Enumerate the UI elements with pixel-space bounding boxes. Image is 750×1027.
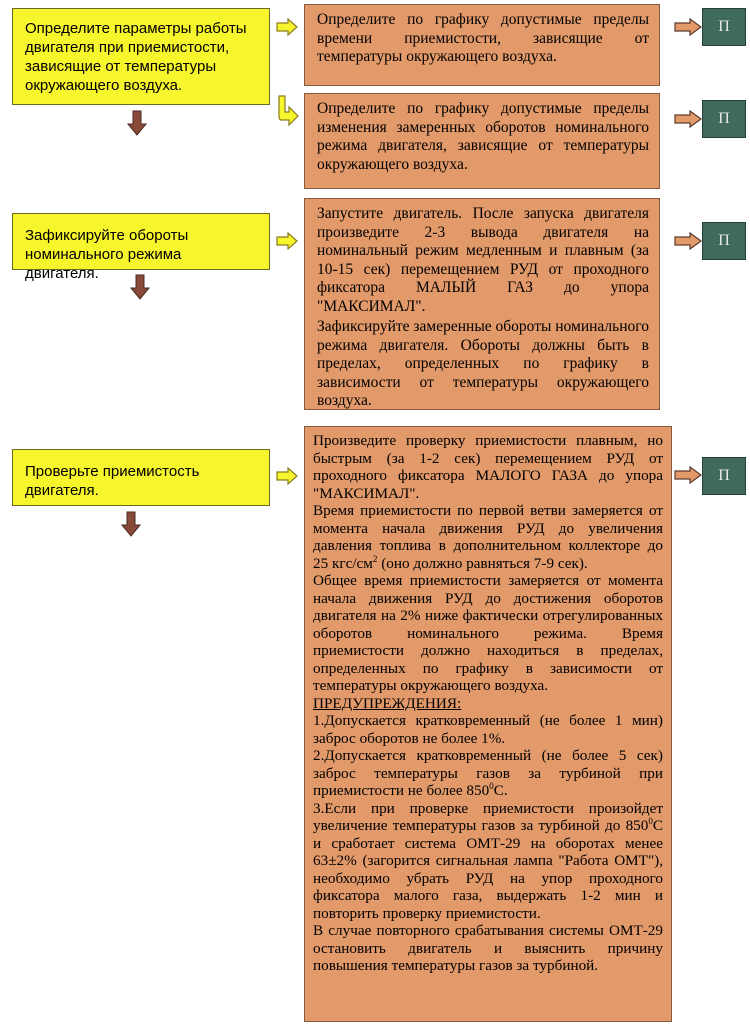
step3-p1: Произведите проверку приемистости плавным, но быстрым (за 1-2 сек) перемещением РУД от проходного фиксатора МАЛОГО ГАЗА до упора "МАКСИМАЛ".	[313, 432, 663, 502]
step2-action-text: Зафиксируйте обороты номинального режима двигателя.	[25, 227, 189, 282]
step3-warning-title: ПРЕДУПРЕЖДЕНИЯ:	[313, 694, 462, 712]
step3-p2: Время приемистости по первой ветви замеряется от момента начала движения РУД до увеличения давления топлива в дополнительном коллекторе до 25 кгс/$см^2$ (оно должно равняться 7-9 сек).	[313, 502, 663, 572]
curved-arrow-icon	[276, 94, 300, 126]
step3-p4: В случае повторного срабатывания системы ОМТ-29 остановить двигатель и выяснить причину повышения температуры газов за турбиной.	[313, 922, 663, 974]
step3-action-box	[12, 449, 270, 506]
step3-detail-box	[304, 426, 672, 1022]
step1-mark-b: П	[702, 100, 746, 138]
step2-action-box	[12, 213, 270, 282]
right-arrow-icon	[276, 18, 298, 36]
right-arrow-icon	[276, 467, 298, 485]
down-arrow-icon	[130, 274, 150, 300]
step1-detail-b-text: Определите по графику допустимые пределы изменения замеренных оборотов номинального режима двигателя, зависящие от температуры окружающего воздуха.	[317, 100, 649, 173]
step3-warning-3: 3.Если при проверке приемистости произойдет увеличение температуры газов за турбиной до $850^0С$ и сработает система ОМТ-29 на оборотах менее 63±2% (загорится сигнальная лампа "Работа ОМТ"), необходимо убрать РУД на упор проходного фиксатора малого газа, выдержать 1-2 мин и повторить проверку приемистости.	[313, 799, 663, 922]
right-arrow-icon	[674, 466, 702, 484]
step1-action-text: Определите параметры работы двигателя при приемистости, зависящие от температуры окружающего воздуха.	[25, 20, 247, 94]
step2-detail-p1: Запустите двигатель. После запуска двигателя произведите 2-3 вывода двигателя на номинальный режим медленным и плавным (за 10-15 сек) перемещением РУД от проходного фиксатора МАЛЫЙ ГАЗ до упора "МАКСИМАЛ".	[317, 205, 649, 315]
down-arrow-icon	[121, 511, 141, 537]
step3-mark: П	[702, 457, 746, 495]
step1-detail-b-box	[304, 93, 660, 189]
step1-detail-a-box	[304, 4, 660, 86]
step2-detail-p2: Зафиксируйте замеренные обороты номинального режима двигателя. Обороты должны быть в пределах, определенных по графику в зависимости от температуры окружающего воздуха.	[317, 318, 649, 409]
right-arrow-icon	[674, 232, 702, 250]
step1-action-box	[12, 8, 270, 105]
right-arrow-icon	[674, 110, 702, 128]
step3-warning-1: 1.Допускается кратковременный (не более 1 мин) заброс оборотов не более 1%.	[313, 712, 663, 747]
step1-mark-a: П	[702, 8, 746, 46]
step3-action-text: Проверьте приемистость двигателя.	[25, 463, 200, 499]
right-arrow-icon	[276, 232, 298, 250]
right-arrow-icon	[674, 18, 702, 36]
step2-mark: П	[702, 222, 746, 260]
step3-p3: Общее время приемистости замеряется от момента начала движения РУД до достижения оборотов двигателя на 2% ниже фактически отрегулированных оборотов номинального режима. Время приемистости должно находиться в пределах, определенных по графику в зависимости от температуры окружающего воздуха.	[313, 572, 663, 694]
step1-detail-a-text: Определите по графику допустимые пределы времени приемистости, зависящие от температуры окружающего воздуха.	[317, 11, 649, 65]
step3-warning-2: 2.Допускается кратковременный (не более 5 сек) заброс температуры газов за турбиной при приемистости не более $850^0С$.	[313, 747, 663, 799]
step2-detail-box	[304, 198, 660, 410]
down-arrow-icon	[127, 110, 147, 136]
